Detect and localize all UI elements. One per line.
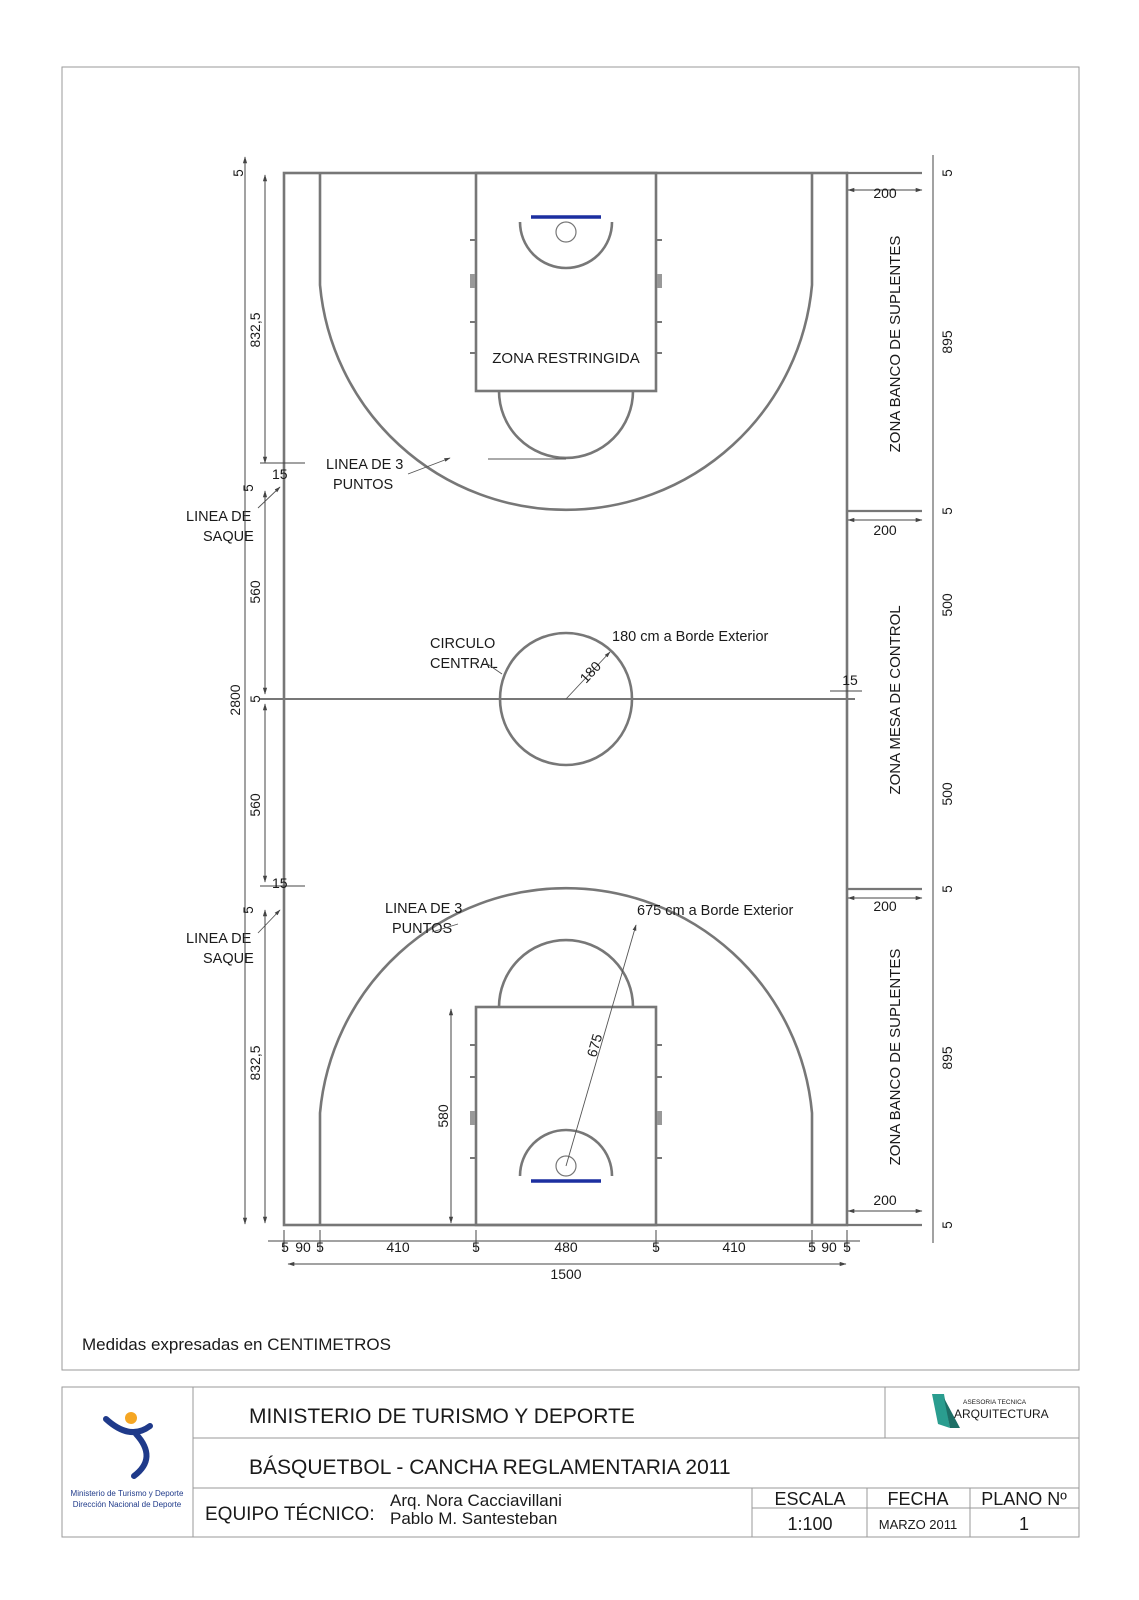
dim-left-560-top: 560 <box>247 580 263 604</box>
dim-bottom-8: 5 <box>808 1239 816 1255</box>
key-length-value: 580 <box>435 1104 451 1128</box>
scale-label: ESCALA <box>774 1489 846 1509</box>
three-radius-value: 675 <box>583 1031 606 1059</box>
saque-label-bottom-1: LINEA DE <box>186 931 252 947</box>
saque-leader-top <box>258 487 280 508</box>
restricted-zone-label: ZONA RESTRINGIDA <box>492 350 640 367</box>
lane-marks-bottom <box>470 1045 662 1158</box>
three-radius-note: 675 cm a Borde Exterior <box>637 903 794 919</box>
dim-left-15-bottom: 15 <box>272 875 288 891</box>
badge-line-1: ASESORIA TECNICA <box>963 1399 1027 1406</box>
dim-bottom-3: 410 <box>386 1239 410 1255</box>
three-point-label-bottom-2: PUNTOS <box>392 921 453 937</box>
no-charge-arc-top <box>520 222 612 268</box>
saque-label-bottom-2: SAQUE <box>203 951 254 967</box>
three-point-line-bottom <box>320 888 812 1225</box>
dim-bottom-0: 5 <box>281 1239 289 1255</box>
plan-value: 1 <box>1018 1514 1030 1534</box>
dim-right-5-mid-top: 5 <box>940 507 955 515</box>
dim-right-5-mid-bottom: 5 <box>940 885 955 893</box>
saque-label-top-2: SAQUE <box>203 529 254 545</box>
center-circle-label-1: CIRCULO <box>430 636 496 652</box>
logo-head-icon <box>125 1412 137 1424</box>
dim-left-2800: 2800 <box>227 684 243 716</box>
dim-right-500-top: 500 <box>939 593 955 617</box>
bench-zone-top-label: ZONA BANCO DE SUPLENTES <box>887 235 904 453</box>
dim-right-200-mid-bottom: 200 <box>873 898 897 914</box>
dim-bottom-4: 5 <box>472 1239 480 1255</box>
org-title: MINISTERIO DE TURISMO Y DEPORTE <box>249 1405 635 1428</box>
units-note: Medidas expresadas en CENTIMETROS <box>82 1335 391 1354</box>
dim-left-saque-5-bottom: 5 <box>241 906 256 914</box>
dim-right-895-top: 895 <box>939 330 955 354</box>
team-label: EQUIPO TÉCNICO: <box>205 1504 375 1525</box>
dim-bottom-7: 410 <box>722 1239 746 1255</box>
court-labels <box>186 236 904 1166</box>
three-point-label-top-2: PUNTOS <box>333 477 394 493</box>
dim-bottom-5: 480 <box>554 1239 578 1255</box>
dim-right-200-top: 200 <box>873 185 897 201</box>
free-throw-circle-top <box>499 391 633 458</box>
three-point-label-bottom-1: LINEA DE 3 <box>385 901 463 917</box>
lane-marks-top <box>470 240 662 353</box>
badge-line-2: ARQUITECTURA <box>954 1407 1049 1421</box>
zone-marks-right <box>847 173 922 1225</box>
dim-right-5-top: 5 <box>940 169 955 177</box>
dim-bottom-9: 90 <box>821 1239 837 1255</box>
ministry-name-line-1: Ministerio de Turismo y Deporte <box>70 1489 184 1498</box>
saque-leader-bottom <box>258 910 280 933</box>
three-point-label-top-1: LINEA DE 3 <box>326 457 404 473</box>
dim-bottom-6: 5 <box>652 1239 660 1255</box>
asesoria-badge <box>932 1394 1049 1428</box>
hoop-top <box>556 222 576 242</box>
dim-right-15-center: 15 <box>842 672 858 688</box>
dim-right-200-bottom: 200 <box>873 1192 897 1208</box>
ministry-name-line-2: Dirección Nacional de Deporte <box>72 1500 182 1509</box>
free-throw-circle-bottom <box>499 940 633 1007</box>
bench-zone-bottom-label: ZONA BANCO DE SUPLENTES <box>887 948 904 1166</box>
left-dimensions <box>227 157 305 1224</box>
ministry-logo <box>71 1412 184 1509</box>
dim-left-15-top: 15 <box>272 466 288 482</box>
dim-left-560-bottom: 560 <box>247 793 263 817</box>
team-member-2: Pablo M. Santesteban <box>390 1509 558 1528</box>
dim-bottom-1: 90 <box>295 1239 311 1255</box>
dim-bottom-2: 5 <box>316 1239 324 1255</box>
center-radius-value: 180 <box>576 658 605 687</box>
dim-left-8325-bottom: 832,5 <box>247 1045 263 1081</box>
scale-value: 1:100 <box>787 1514 833 1534</box>
dim-right-895-bottom: 895 <box>939 1046 955 1070</box>
logo-body-icon <box>134 1434 147 1476</box>
dim-bottom-total: 1500 <box>550 1266 582 1282</box>
plan-label: PLANO Nº <box>981 1489 1067 1509</box>
dim-right-200-mid-top: 200 <box>873 522 897 538</box>
dim-left-8325-top: 832,5 <box>247 312 263 348</box>
restricted-zone-bottom <box>476 1007 656 1225</box>
title-block <box>71 1387 1079 1537</box>
dim-left-top-5: 5 <box>231 169 246 177</box>
center-radius-note: 180 cm a Borde Exterior <box>612 629 769 645</box>
court <box>260 173 922 1225</box>
dim-bottom-10: 5 <box>843 1239 851 1255</box>
control-zone-label: ZONA MESA DE CONTROL <box>887 605 904 795</box>
drawing-title: BÁSQUETBOL - CANCHA REGLAMENTARIA 2011 <box>249 1456 731 1479</box>
bottom-dimensions <box>268 1230 860 1282</box>
dim-right-500-bottom: 500 <box>939 782 955 806</box>
dim-left-saque-5-top: 5 <box>241 484 256 492</box>
dim-left-center-5: 5 <box>248 695 263 703</box>
date-value: MARZO 2011 <box>878 1517 958 1532</box>
three-point-leader-top <box>408 458 450 474</box>
team-member-1: Arq. Nora Cacciavillani <box>390 1491 562 1510</box>
saque-label-top-1: LINEA DE <box>186 509 252 525</box>
date-label: FECHA <box>887 1489 949 1509</box>
center-circle-label-2: CENTRAL <box>430 656 498 672</box>
no-charge-arc-bottom <box>520 1130 612 1176</box>
dim-right-5-bottom: 5 <box>940 1221 955 1229</box>
